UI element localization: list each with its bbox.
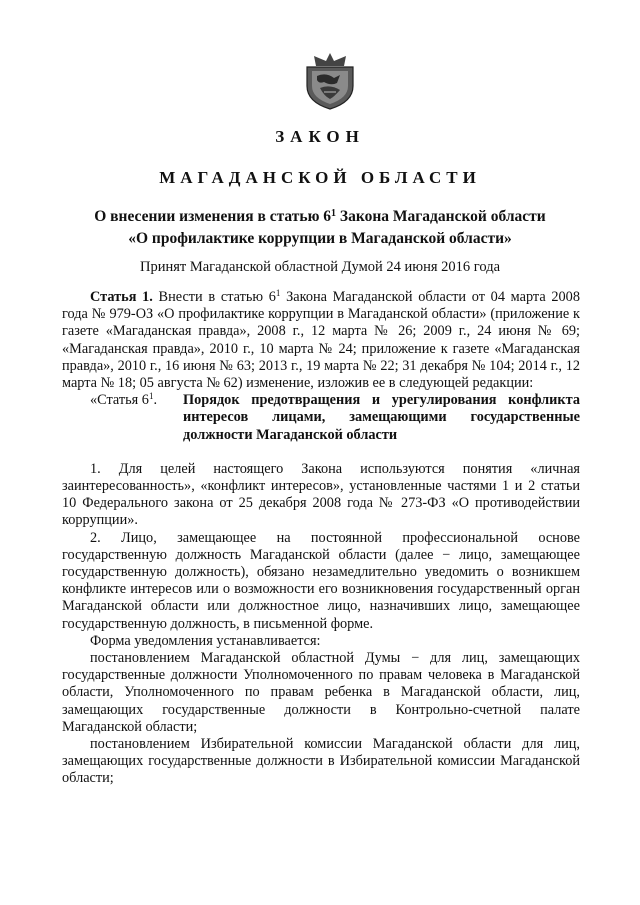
document-body	[62, 289, 580, 788]
law-heading	[60, 206, 580, 250]
article-6-1-label-end: .	[153, 392, 158, 409]
article-6-1-superscript: 1	[148, 391, 154, 402]
heading-line-1	[60, 206, 580, 228]
paragraph-1: 1. Для целей настоящего Закона используются понятия «личная заинтересованность», «конфликт интересов», установленные частями 1 и 2 статьи 10 Федерального закона от 25 декабря 2008 года № 273-ФЗ «О противодействии коррупции».	[62, 460, 580, 529]
article-1-superscript: 1	[275, 288, 281, 298]
article-1-paragraph	[62, 289, 580, 392]
article-6-1-header	[62, 392, 580, 444]
paragraph-election-commission: постановлением Избирательной комиссии Магаданской области для лиц, замещающих государственные должности в Избирательной комиссии Магаданской области;	[62, 736, 580, 787]
article-6-1-label-text: «Статья 6	[90, 392, 149, 409]
paragraph-form-intro: Форма уведомления устанавливается:	[90, 632, 321, 649]
paragraph-2: 2. Лицо, замещающее на постоянной профессиональной основе государственную должность Магаданской области (далее − лицо, замещающее государственную должность), обязано незамедлительно уведомить о возникшем конфликте интересов или о возможности его возникновения государственный орган Магаданской области или должностное лицо, назначивших лицо, замещающее государственную должность, в письменной форме.	[62, 529, 580, 632]
coat-of-arms-icon	[304, 52, 356, 110]
heading-superscript: 1	[331, 208, 337, 219]
article-6-1-label	[62, 392, 183, 444]
article-1-text-a: Внести в статью 6	[152, 289, 276, 305]
article-1-label: Статья 1.	[90, 289, 153, 305]
law-title: ЗАКОН	[275, 127, 365, 146]
article-1-text-b: Закона Магаданской области от 04 марта 2008 года № 979-ОЗ «О профилактике коррупции в Магаданской области» (приложение к газете «Магаданская правда», 2008 г., 12 марта № 26; 2009 г., 24 июня № 69; «Магаданская правда», 2010 г., 10 марта № 24; приложение к газете «Магаданская правда», 2010 г., 16 июня № 63; 2013 г., 19 марта № 22; 31 декабря № 104; 2014 г., 12 марта № 18; 05 августа № 62) изменение, изложив ее в следующей редакции:	[62, 289, 580, 392]
heading-part-2: Закона Магаданской области	[336, 208, 546, 225]
heading-line-2: «О профилактике коррупции в Магаданской области»	[128, 230, 512, 247]
paragraph-duma-resolution: постановлением Магаданской областной Думы − для лиц, замещающих государственные должности Уполномоченного по правам человека в Магаданской области, Уполномоченного по правам ребенка в Магаданской области, лиц, замещающих государственные должности в Контрольно-счетной палате Магаданской области;	[62, 650, 580, 735]
article-6-1-title: Порядок предотвращения и урегулирования конфликта интересов лицами, замещающими государственные должности Магаданской области	[183, 392, 580, 443]
region-title: МАГАДАНСКОЙ ОБЛАСТИ	[159, 168, 481, 187]
heading-part-1: О внесении изменения в статью 6	[94, 208, 332, 225]
adoption-line: Принят Магаданской областной Думой 24 июня 2016 года	[139, 259, 501, 275]
